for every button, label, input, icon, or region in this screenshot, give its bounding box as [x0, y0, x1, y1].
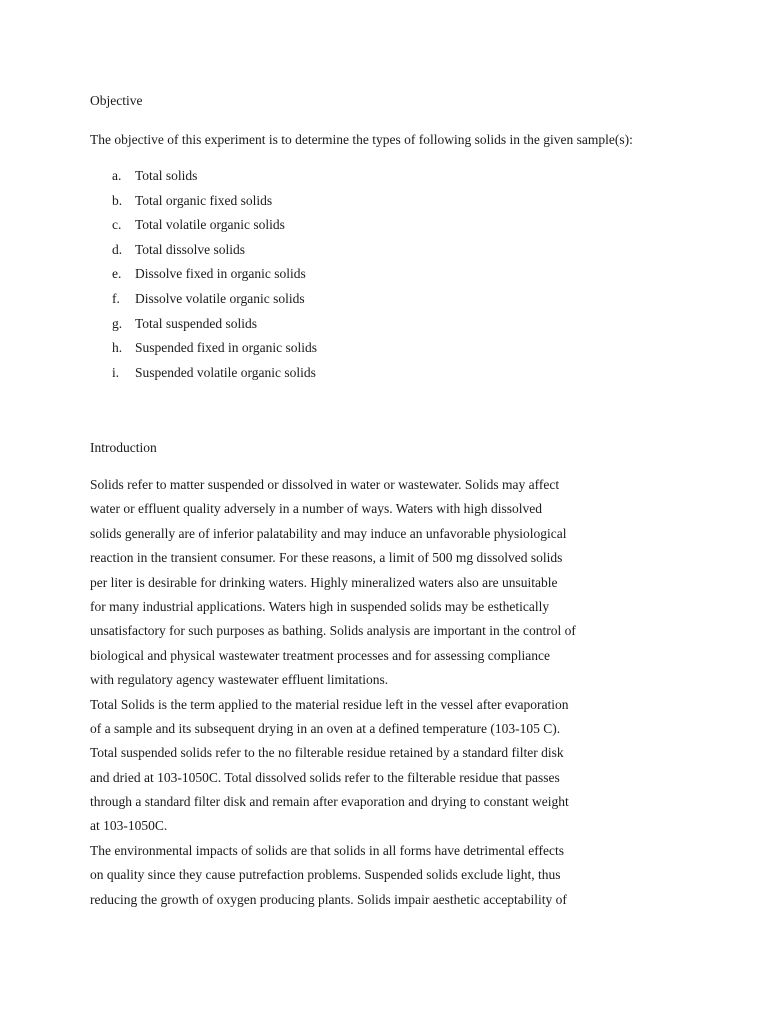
list-marker: i. — [112, 364, 120, 380]
body-text-line: Total suspended solids refer to the no filterable residue retained by a standard filter disk — [90, 745, 564, 761]
body-text-line: solids generally are of inferior palatability and may induce an unfavorable physiological — [90, 525, 567, 541]
list-marker: c. — [112, 217, 122, 233]
body-text-line: reducing the growth of oxygen producing plants. Solids impair aesthetic acceptability of — [90, 891, 567, 907]
body-text-line: of a sample and its subsequent drying in an oven at a defined temperature (103-105 C). — [90, 720, 561, 736]
body-text-line: on quality since they cause putrefaction problems. Suspended solids exclude light, thus — [90, 867, 561, 883]
list-marker: d. — [112, 241, 123, 257]
list-item-text: Dissolve fixed in organic solids — [135, 266, 306, 282]
list-marker: b. — [112, 192, 123, 208]
list-item-text: Total solids — [135, 168, 198, 183]
body-text-line: with regulatory agency wastewater effluent limitations. — [90, 672, 389, 688]
body-text-line: Solids refer to matter suspended or dissolved in water or wastewater. Solids may affect — [90, 477, 560, 492]
objective-heading: Objective — [90, 93, 143, 108]
body-text-line: Total Solids is the term applied to the material residue left in the vessel after evaporation — [90, 696, 569, 712]
body-text-line: through a standard filter disk and remain after evaporation and drying to constant weight — [90, 794, 569, 810]
list-marker: g. — [112, 315, 123, 331]
body-text-line: for many industrial applications. Waters high in suspended solids may be esthetically — [90, 598, 550, 614]
list-item-text: Dissolve volatile organic solids — [135, 290, 305, 306]
list-marker: e. — [112, 266, 122, 282]
list-item-text: Total organic fixed solids — [135, 192, 273, 208]
list-item-text: Suspended volatile organic solids — [135, 364, 316, 380]
list-marker: h. — [112, 340, 123, 356]
body-text-line: reaction in the transient consumer. For these reasons, a limit of 500 mg dissolved solids — [90, 550, 563, 566]
list-item-text: Suspended fixed in organic solids — [135, 340, 317, 356]
objective-statement: The objective of this experiment is to determine the types of following solids in the given sample(s): — [90, 132, 633, 147]
list-marker: f. — [112, 290, 120, 306]
list-marker: a. — [112, 168, 122, 183]
list-item-text: Total suspended solids — [135, 315, 258, 331]
introduction-heading: Introduction — [90, 440, 157, 455]
body-text-line: biological and physical wastewater treatment processes and for assessing compliance — [90, 647, 550, 663]
list-item-text: Total volatile organic solids — [135, 217, 285, 233]
body-text-line: per liter is desirable for drinking waters. Highly mineralized waters also are unsuitable — [90, 574, 558, 590]
body-text-line: water or effluent quality adversely in a number of ways. Waters with high dissolved — [90, 501, 543, 517]
introduction-body — [90, 476, 576, 915]
list-item-text: Total dissolve solids — [135, 241, 246, 257]
body-text-line: The environmental impacts of solids are that solids in all forms have detrimental effects — [90, 842, 564, 858]
body-text-line: at 103-1050C. — [90, 818, 168, 834]
body-text-line: unsatisfactory for such purposes as bathing. Solids analysis are important in the control of — [90, 623, 576, 639]
body-text-line: and dried at 103-1050C. Total dissolved solids refer to the filterable residue that passes — [90, 769, 560, 785]
